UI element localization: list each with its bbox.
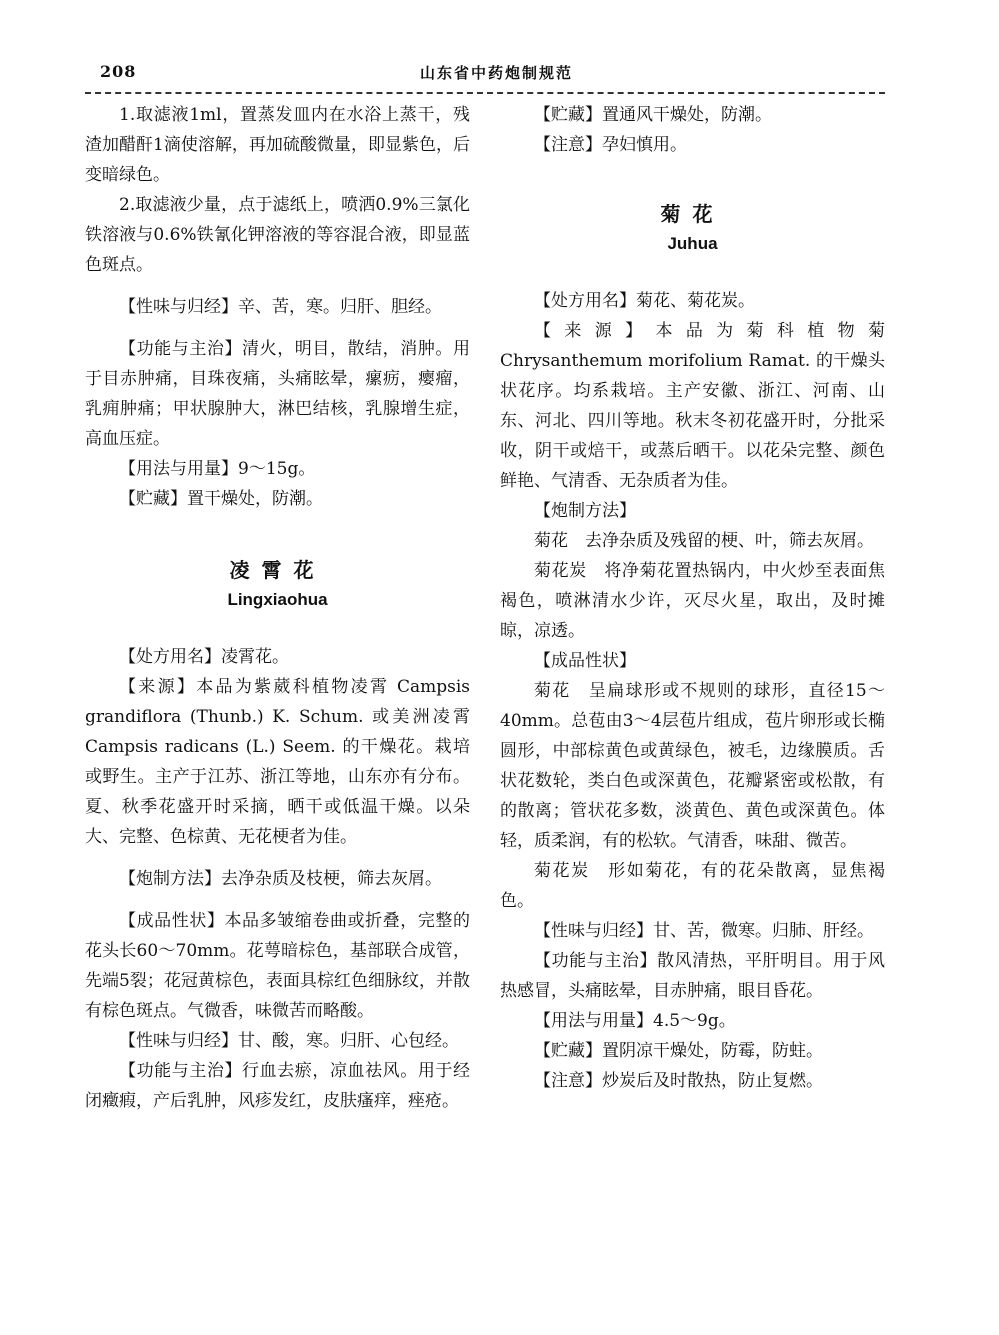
product-characteristics: 【成品性状】本品多皱缩卷曲或折叠，完整的花头长60～70mm。花萼暗棕色，基部联合成管，先端5裂；花冠黄棕色，表面具棕红色细脉纹，并散有棕色斑点。气微香，味微苦而略酸。 xyxy=(85,911,470,1021)
storage: 【贮藏】置干燥处，防潮。 xyxy=(119,489,323,509)
header-rule xyxy=(85,92,885,94)
storage: 【贮藏】置通风干燥处，防潮。 xyxy=(534,105,772,125)
characteristics-juhua: 菊花 呈扁球形或不规则的球形，直径15～40mm。总苞由3～4层苞片组成，苞片卵形或长椭圆形，中部棕黄色或黄绿色，被毛，边缘膜质。舌状花数轮，类白色或深黄色，花瓣紧密或松散，有的散离；管状花多数，淡黄色、黄色或深黄色。体轻，质柔润，有的松软。气清香，味甜、微苦。 xyxy=(500,681,885,851)
running-title: 山东省中药炮制规范 xyxy=(420,64,574,82)
processing-juhua-tan: 菊花炭 将净菊花置热锅内，中火炒至表面焦褐色，喷淋清水少许，灭尽火星，取出，及时摊晾，凉透。 xyxy=(500,561,885,641)
nature-and-meridian: 【性味与归经】甘、苦，微寒。归肺、肝经。 xyxy=(534,921,874,941)
usage-and-dosage: 【用法与用量】4.5～9g。 xyxy=(534,1011,736,1031)
caution: 【注意】炒炭后及时散热，防止复燃。 xyxy=(534,1071,823,1091)
product-characteristics-heading: 【成品性状】 xyxy=(534,651,636,671)
caution: 【注意】孕妇慎用。 xyxy=(534,135,687,155)
test-step-1: 1.取滤液1ml，置蒸发皿内在水浴上蒸干，残渣加醋酐1滴使溶解，再加硫酸微量，即显紫色，后变暗绿色。 xyxy=(85,105,470,185)
functions-and-indications: 【功能与主治】散风清热，平肝明目。用于风热感冒，头痛眩晕，目赤肿痛，眼目昏花。 xyxy=(500,951,885,1001)
processing-juhua: 菊花 去净杂质及残留的梗、叶，筛去灰屑。 xyxy=(534,531,874,551)
left-column xyxy=(85,100,470,1116)
storage: 【贮藏】置阴凉干燥处，防霉，防蛀。 xyxy=(534,1041,823,1061)
source: 【来源】本品为紫葳科植物凌霄 Campsis grandiflora (Thunb.) K. Schum. 或美洲凌霄 Campsis radicans (L.) Seem. 的干燥花。栽培或野生。主产于江苏、浙江等地，山东亦有分布。夏、秋季花盛开时采摘，晒干或低温干燥。以朵大、完整、色棕黄、无花梗者为佳。 xyxy=(85,677,470,847)
source: 【来源】本品为菊科植物菊 Chrysanthemum morifolium Ramat. 的干燥头状花序。均系栽培。主产安徽、浙江、河南、山东、河北、四川等地。秋末冬初花盛开时，分批采收，阴干或焙干，或蒸后晒干。以花朵完整、颜色鲜艳、气清香、无杂质者为佳。 xyxy=(500,321,885,491)
usage-and-dosage: 【用法与用量】9～15g。 xyxy=(119,459,316,479)
right-column xyxy=(500,100,885,1096)
prescription-names: 【处方用名】凌霄花。 xyxy=(119,647,289,667)
functions-and-indications: 【功能与主治】清火，明目，散结，消肿。用于目赤肿痛，目珠夜痛，头痛眩晕，瘰疬，瘿瘤，乳痈肿痛；甲状腺肿大，淋巴结核，乳腺增生症，高血压症。 xyxy=(85,339,470,449)
nature-and-meridian: 【性味与归经】辛、苦，寒。归肝、胆经。 xyxy=(119,297,442,317)
functions-and-indications: 【功能与主治】行血去瘀，凉血祛风。用于经闭癥瘕，产后乳肿，风疹发红，皮肤瘙痒，痤疮。 xyxy=(85,1061,470,1111)
processing-method: 【炮制方法】去净杂质及枝梗，筛去灰屑。 xyxy=(119,869,442,889)
section-title-zh: 菊花 xyxy=(660,202,725,226)
characteristics-juhua-tan: 菊花炭 形如菊花，有的花朵散离，显焦褐色。 xyxy=(500,861,885,911)
prescription-names: 【处方用名】菊花、菊花炭。 xyxy=(534,291,755,311)
section-title-zh: 凌霄花 xyxy=(229,558,326,582)
test-step-2: 2.取滤液少量，点于滤纸上，喷洒0.9%三氯化铁溶液与0.6%铁氰化钾溶液的等容混合液，即显蓝色斑点。 xyxy=(85,195,470,275)
nature-and-meridian: 【性味与归经】甘、酸，寒。归肝、心包经。 xyxy=(119,1031,459,1051)
section-title-en: Juhua xyxy=(667,234,718,253)
section-title-en: Lingxiaohua xyxy=(227,590,328,609)
page-number: 208 xyxy=(100,62,137,81)
processing-method-heading: 【炮制方法】 xyxy=(534,501,636,521)
